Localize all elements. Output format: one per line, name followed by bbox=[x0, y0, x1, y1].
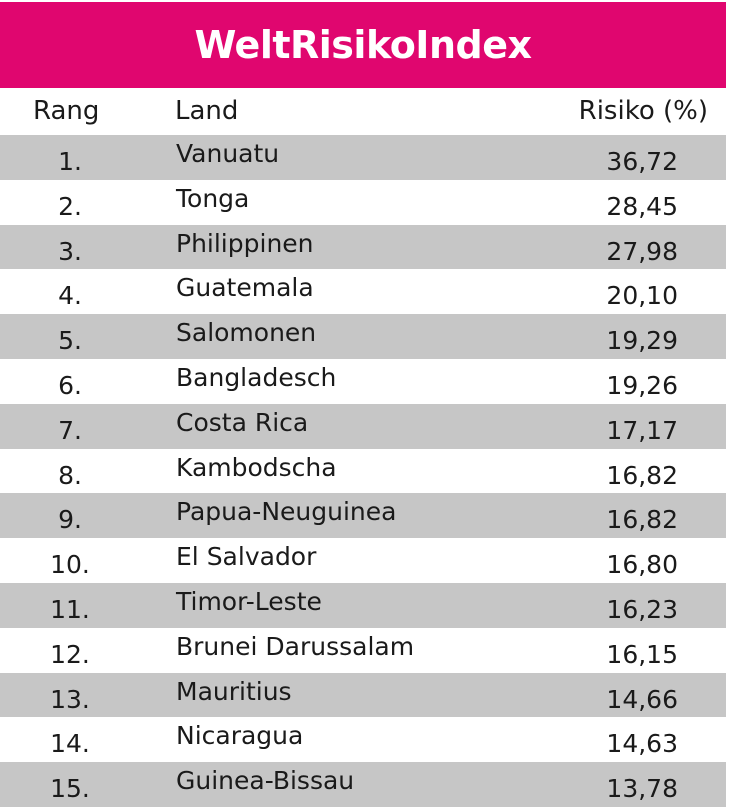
table-row bbox=[0, 673, 726, 718]
rank-cell: 3. bbox=[58, 236, 82, 266]
rank-cell: 15. bbox=[50, 774, 90, 804]
table-row bbox=[0, 404, 726, 449]
country-cell: Brunei Darussalam bbox=[176, 631, 415, 661]
risk-cell: 13,78 bbox=[606, 774, 678, 804]
country-cell: Guinea-Bissau bbox=[176, 766, 355, 796]
table-row bbox=[0, 717, 726, 762]
rank-cell: 1. bbox=[58, 147, 82, 176]
risk-cell: 17,17 bbox=[606, 415, 678, 445]
country-cell: El Salvador bbox=[176, 542, 317, 572]
table-row bbox=[0, 135, 726, 180]
country-cell: Salomonen bbox=[176, 318, 317, 348]
header-row bbox=[0, 92, 726, 134]
country-cell: Nicaragua bbox=[176, 721, 304, 751]
table-row bbox=[0, 583, 726, 628]
rank-cell: 11. bbox=[50, 594, 90, 624]
risk-cell: 36,72 bbox=[606, 147, 678, 176]
risk-cell: 20,10 bbox=[606, 281, 678, 311]
table-row bbox=[0, 269, 726, 314]
risk-cell: 16,15 bbox=[606, 639, 678, 669]
country-cell: Costa Rica bbox=[176, 407, 309, 437]
rank-cell: 6. bbox=[58, 370, 82, 400]
risk-cell: 27,98 bbox=[606, 236, 678, 266]
risk-cell: 14,66 bbox=[606, 684, 678, 714]
rank-cell: 10. bbox=[50, 550, 90, 580]
rank-cell: 13. bbox=[50, 684, 90, 714]
table-row bbox=[0, 762, 726, 807]
country-cell: Kambodscha bbox=[176, 452, 337, 482]
title-bar bbox=[0, 2, 726, 88]
table-body bbox=[0, 135, 726, 807]
risk-cell: 16,82 bbox=[606, 460, 678, 490]
country-cell: Vanuatu bbox=[176, 139, 280, 168]
risk-cell: 16,82 bbox=[606, 505, 678, 535]
rank-cell: 4. bbox=[58, 281, 82, 311]
risk-cell: 14,63 bbox=[606, 729, 678, 759]
table-row bbox=[0, 538, 726, 583]
risk-cell: 28,45 bbox=[606, 191, 678, 221]
rank-cell: 5. bbox=[58, 326, 82, 356]
header-country: Land bbox=[175, 96, 239, 126]
country-cell: Papua-Neuguinea bbox=[176, 497, 397, 527]
risk-cell: 16,23 bbox=[606, 594, 678, 624]
table-row bbox=[0, 359, 726, 404]
risk-cell: 19,26 bbox=[606, 370, 678, 400]
country-cell: Mauritius bbox=[176, 676, 292, 706]
rank-cell: 7. bbox=[58, 415, 82, 445]
rank-cell: 8. bbox=[58, 460, 82, 490]
country-cell: Guatemala bbox=[176, 273, 314, 303]
table-row bbox=[0, 314, 726, 359]
header-rank: Rang bbox=[33, 96, 100, 126]
table-row bbox=[0, 628, 726, 673]
rank-cell: 12. bbox=[50, 639, 90, 669]
country-cell: Bangladesch bbox=[176, 362, 337, 392]
country-cell: Philippinen bbox=[176, 228, 314, 258]
table-row bbox=[0, 449, 726, 494]
rank-cell: 9. bbox=[58, 505, 82, 535]
table-title: WeltRisikoIndex bbox=[194, 23, 532, 67]
table-row bbox=[0, 180, 726, 225]
table-row bbox=[0, 493, 726, 538]
risk-cell: 19,29 bbox=[606, 326, 678, 356]
risk-cell: 16,80 bbox=[606, 550, 678, 580]
rank-cell: 14. bbox=[50, 729, 90, 759]
table-row bbox=[0, 225, 726, 270]
header-risk: Risiko (%) bbox=[578, 96, 708, 126]
country-cell: Timor-Leste bbox=[176, 586, 322, 616]
rank-cell: 2. bbox=[58, 191, 82, 221]
country-cell: Tonga bbox=[176, 183, 250, 213]
